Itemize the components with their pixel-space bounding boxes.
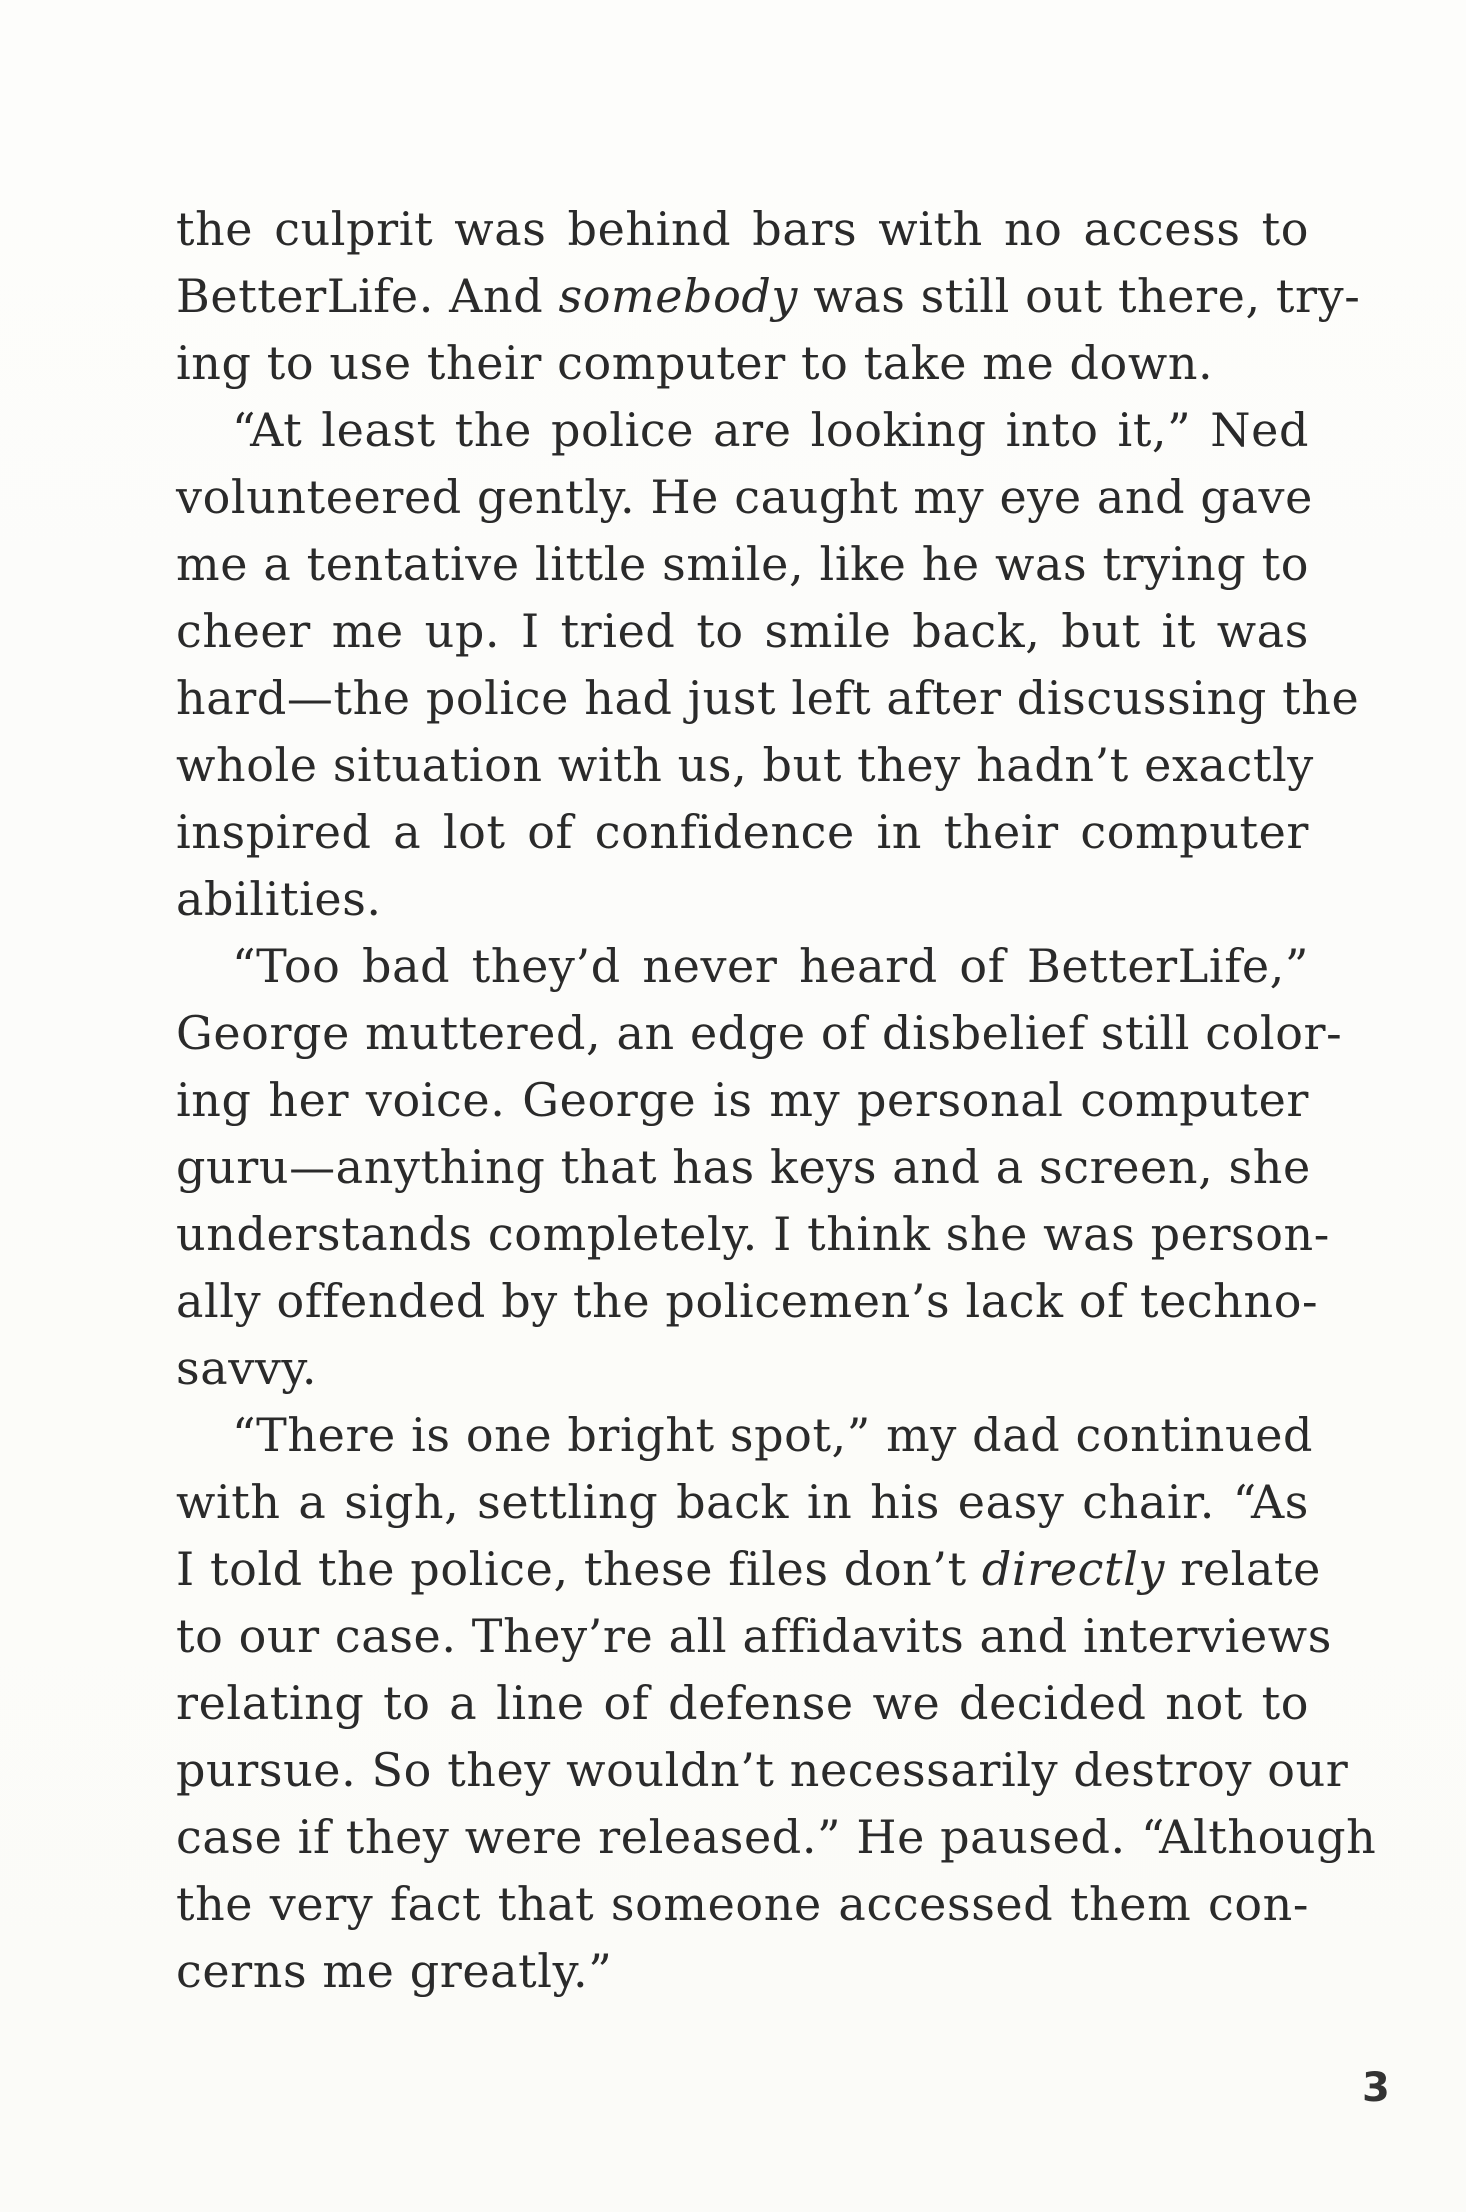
text-line: with a sigh, settling back in his easy chair. “As [176, 1475, 1309, 1529]
text-line: ing her voice. George is my personal computer [176, 1073, 1309, 1127]
text-line: ally offended by the policemen’s lack of techno- [176, 1274, 1319, 1328]
text-line: ing to use their computer to take me down. [176, 336, 1214, 390]
text-line: guru—anything that has keys and a screen, she [176, 1140, 1311, 1194]
text-line: pursue. So they wouldn’t necessarily destroy our [176, 1743, 1349, 1797]
text-line: “At least the police are looking into it,” Ned [232, 403, 1309, 457]
text-line: the culprit was behind bars with no access to [176, 202, 1309, 256]
text-line: relating to a line of defense we decided not to [176, 1676, 1309, 1730]
emphasis-somebody: somebody [558, 269, 799, 323]
text-line: the very fact that someone accessed them con- [176, 1877, 1309, 1931]
text-line: George muttered, an edge of disbelief still color- [176, 1006, 1343, 1060]
text-line: me a tentative little smile, like he was trying to [176, 537, 1309, 591]
page-number: 3 [1362, 2065, 1390, 2111]
text-line: BetterLife. And somebody was still out there, try- [176, 269, 1361, 323]
text-line: volunteered gently. He caught my eye and gave [176, 470, 1313, 524]
text-line: abilities. [176, 872, 382, 926]
text-line: to our case. They’re all affidavits and interviews [176, 1609, 1332, 1663]
text-line: “Too bad they’d never heard of BetterLife,” [232, 939, 1309, 993]
text-line: inspired a lot of confidence in their computer [176, 805, 1309, 859]
text-line: case if they were released.” He paused. “Although [176, 1810, 1377, 1864]
text-line: I told the police, these files don’t directly relate [176, 1542, 1321, 1596]
text-line: understands completely. I think she was person- [176, 1207, 1330, 1261]
text-line: hard—the police had just left after discussing the [176, 671, 1360, 725]
text-line: savvy. [176, 1341, 318, 1395]
text-line: cerns me greatly.” [176, 1944, 613, 1998]
text-line: cheer me up. I tried to smile back, but it was [176, 604, 1309, 658]
emphasis-directly: directly [981, 1542, 1166, 1596]
text-line: “There is one bright spot,” my dad continued [232, 1408, 1314, 1462]
body-text [176, 196, 1377, 2005]
text-line: whole situation with us, but they hadn’t exactly [176, 738, 1314, 792]
